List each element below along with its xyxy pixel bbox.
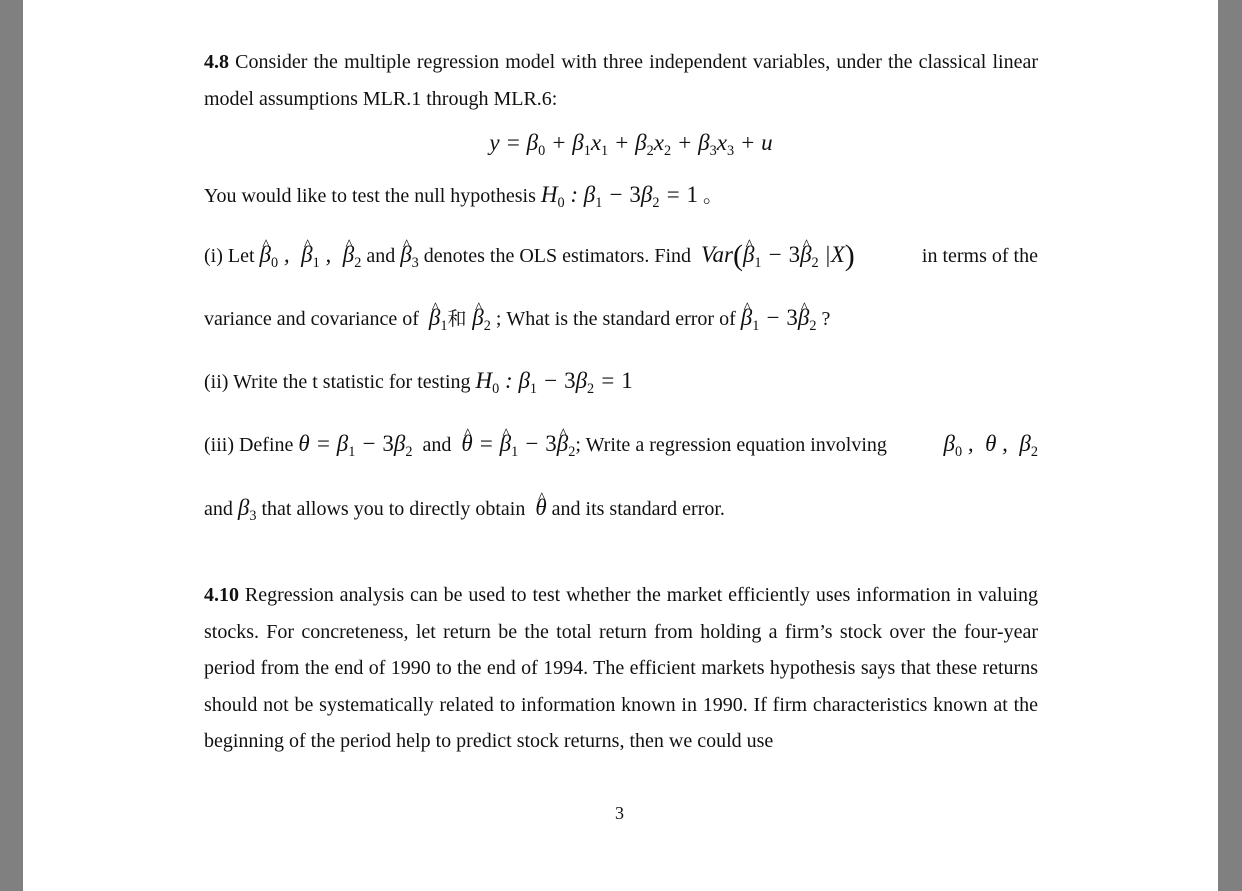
- part-iii-label: (iii) Define: [204, 434, 294, 456]
- beta3-math: $\beta_3$: [237, 494, 257, 524]
- page-number: 3: [615, 803, 624, 823]
- null-intro: You would like to test the null hypothesis: [204, 185, 536, 207]
- part-ii-text: (ii) Write the t statistic for testing: [204, 370, 471, 393]
- part-i-text-e: ; What is the standard error of: [495, 308, 736, 330]
- part-iii-text-b: ; Write a regression equation involving: [575, 434, 887, 456]
- variance-expression: Var(^ $\beta_1$ − 3^ $\beta_2$ |X): [701, 242, 855, 267]
- q410-paragraph: [204, 577, 1038, 760]
- q48-null-hypothesis-line: [204, 177, 1038, 215]
- part-i-text-c: in terms of the: [921, 244, 1038, 267]
- part-i-text-d: variance and covariance of: [204, 308, 419, 330]
- theta-hat-definition: ^ θ = ^ $\beta_1$ − 3^ $\beta_2$: [461, 431, 575, 456]
- q48-model-equation: $y = \beta_0 + \beta_1x_1 + \beta_2x_2 + \beta_3x_3 + u$: [489, 130, 773, 159]
- ols-estimators-math: ^ $\beta_0$ , ^ $\beta_1$ , ^ $\beta_2$: [260, 242, 362, 267]
- null-end: 。: [703, 185, 724, 207]
- q48-intro: [204, 44, 1038, 117]
- part-i-label: (i) Let: [204, 244, 255, 267]
- beta-hats-math: ^ $\beta_1$和 ^ $\beta_2$: [429, 305, 491, 330]
- part-ii-hypothesis: $H_0$ : $\beta_1 - 3\beta_2 = 1$: [475, 367, 633, 397]
- regression-params: $\beta_0$ , θ , $\beta_2$: [943, 431, 1038, 460]
- document-page: [23, 0, 1218, 891]
- theta-definition: $\theta = \beta_1 - 3\beta_2$: [298, 431, 413, 460]
- part-i-text-b: denotes the OLS estimators. Find: [423, 244, 691, 267]
- q48-part-iii-line2: [204, 490, 1038, 528]
- part-iii-text-d: that allows you to directly obtain: [261, 497, 526, 520]
- null-hypothesis-math: $H_0$ : $\beta_1 - 3\beta_2 = 1$: [540, 182, 699, 211]
- q410-text: Regression analysis can be used to test whether the market efficiently uses information in valuing stocks. For concreteness, let return be the total return from holding a firm’s stock over the four-year period from the end of 1990 to the end of 1994. The efficient markets hypothesis says that these returns should not be systematically related to information known in 1990. If firm characteristics known at the beginning of the period help to predict stock returns, then we could use: [204, 584, 1038, 752]
- q48-intro-text: Consider the multiple regression model with three independent variables, under the classical linear model assumptions MLR.1 through MLR.6:: [204, 51, 1038, 110]
- page-content: [204, 44, 1038, 760]
- part-iii-text-e: and its standard error.: [551, 497, 725, 520]
- se-expression: ^ $\beta_1$ − 3^ $\beta_2$: [741, 305, 817, 330]
- part-iii-and2: and: [204, 497, 233, 520]
- q48-part-ii: [204, 363, 1038, 401]
- q48-number: 4.8: [204, 51, 229, 73]
- q48-part-i-line2: [204, 300, 1038, 339]
- q410-number: 4.10: [204, 584, 239, 606]
- q48-part-iii-line1: [204, 426, 1038, 464]
- part-i-text-f: ?: [821, 308, 831, 330]
- part-iii-and: and: [422, 434, 452, 456]
- theta-hat-math: ^ θ: [535, 495, 546, 520]
- q48-part-i-line1: (i) Let ^ $\beta_0$ , ^ $\beta_1$ , ^ $\beta_2$ and ^ $\beta_3$ denotes the OLS estimators. Find Var(^ $\beta_1$ − 3^ $\beta_2$ |X) in terms of the: [204, 237, 1038, 275]
